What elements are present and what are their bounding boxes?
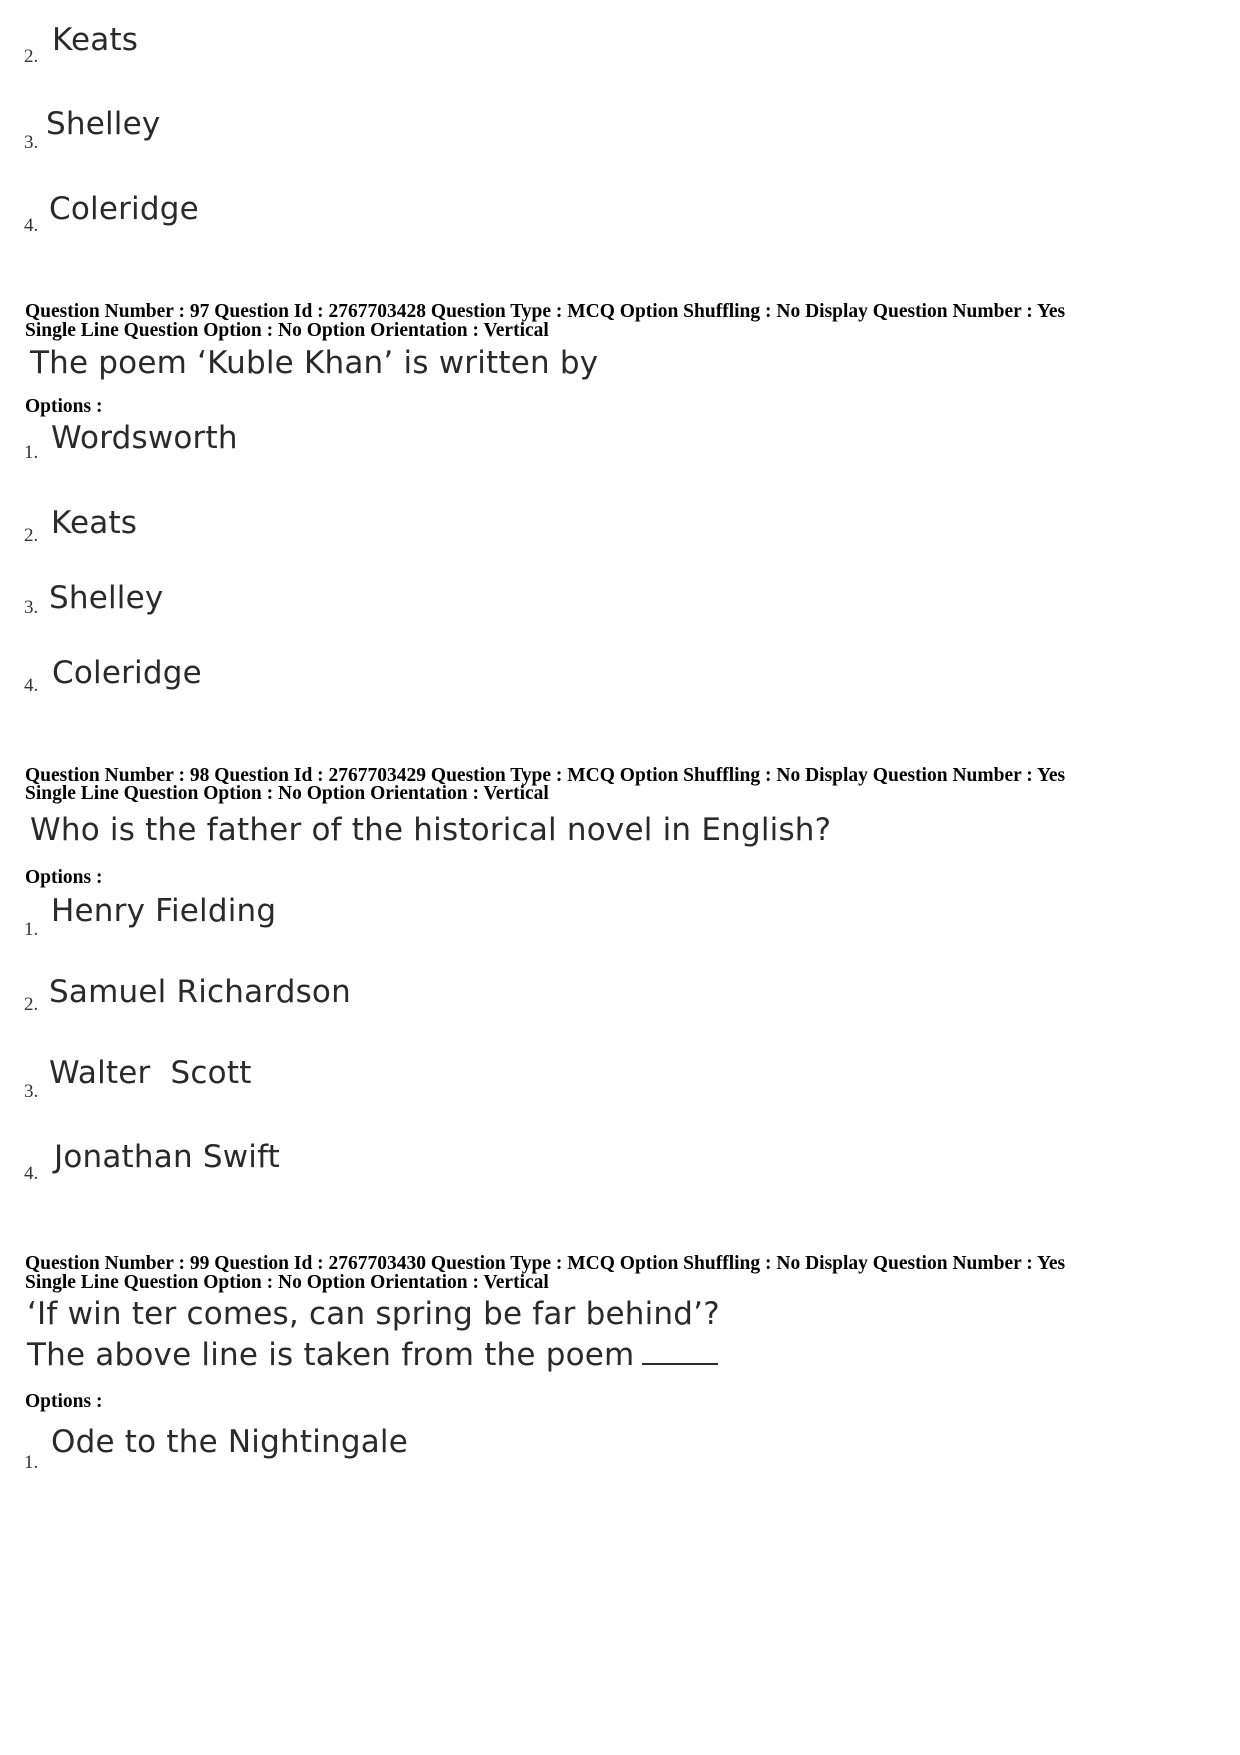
question-meta-line: Single Line Question Option : No Option Orientation : Vertical	[25, 783, 549, 804]
fill-in-blank	[642, 1337, 718, 1365]
options-label: Options :	[25, 867, 103, 888]
option-text: Keats	[52, 22, 139, 58]
option-text: Keats	[51, 505, 138, 541]
option-text: Coleridge	[49, 191, 199, 227]
question-text: Who is the father of the historical novel in English?	[30, 812, 832, 848]
option-number: 1.	[24, 1452, 39, 1473]
question-text: ‘If win ter comes, can spring be far behind’?	[27, 1296, 720, 1332]
option-text: Ode to the Nightingale	[51, 1424, 409, 1460]
option-number: 1.	[24, 442, 39, 463]
option-number: 2.	[24, 994, 39, 1015]
option-item	[0, 1139, 1200, 1199]
option-text: Shelley	[49, 580, 164, 616]
option-item	[0, 106, 1200, 166]
option-item	[0, 191, 1200, 251]
question-meta-line: Single Line Question Option : No Option Orientation : Vertical	[25, 1272, 549, 1293]
option-item	[0, 420, 1200, 480]
option-item	[0, 505, 1200, 565]
question-meta-line: Question Number : 97 Question Id : 2767703428 Question Type : MCQ Option Shuffling : No Display Question Number : Yes	[25, 301, 1066, 322]
option-item	[0, 580, 1200, 640]
question-meta-line: Question Number : 99 Question Id : 2767703430 Question Type : MCQ Option Shuffling : No Display Question Number : Yes	[25, 1253, 1066, 1274]
question-meta-line: Single Line Question Option : No Option Orientation : Vertical	[25, 320, 549, 341]
question-text: The poem ‘Kuble Khan’ is written by	[30, 345, 599, 381]
question-text	[27, 1337, 718, 1373]
option-text: Walter Scott	[49, 1055, 252, 1091]
option-item	[0, 893, 1200, 953]
option-item	[0, 22, 1200, 82]
option-number: 3.	[24, 132, 39, 153]
option-number: 3.	[24, 1081, 39, 1102]
option-number: 1.	[24, 919, 39, 940]
option-number: 4.	[24, 1163, 39, 1184]
question-text-line: The above line is taken from the poem	[27, 1337, 635, 1373]
option-text: Samuel Richardson	[49, 974, 351, 1010]
option-number: 2.	[24, 525, 39, 546]
option-item	[0, 1055, 1200, 1115]
options-label: Options :	[25, 1391, 103, 1412]
question-meta-line: Question Number : 98 Question Id : 2767703429 Question Type : MCQ Option Shuffling : No Display Question Number : Yes	[25, 765, 1066, 786]
option-number: 4.	[24, 215, 39, 236]
option-text: Shelley	[46, 106, 161, 142]
option-number: 3.	[24, 597, 39, 618]
option-number: 4.	[24, 675, 39, 696]
option-text: Jonathan Swift	[54, 1139, 281, 1175]
option-item	[0, 974, 1200, 1034]
options-label: Options :	[25, 396, 103, 417]
option-item	[0, 655, 1200, 715]
option-text: Coleridge	[52, 655, 202, 691]
option-text: Wordsworth	[51, 420, 238, 456]
option-text: Henry Fielding	[51, 893, 277, 929]
option-number: 2.	[24, 46, 39, 67]
option-item	[0, 1424, 1200, 1484]
